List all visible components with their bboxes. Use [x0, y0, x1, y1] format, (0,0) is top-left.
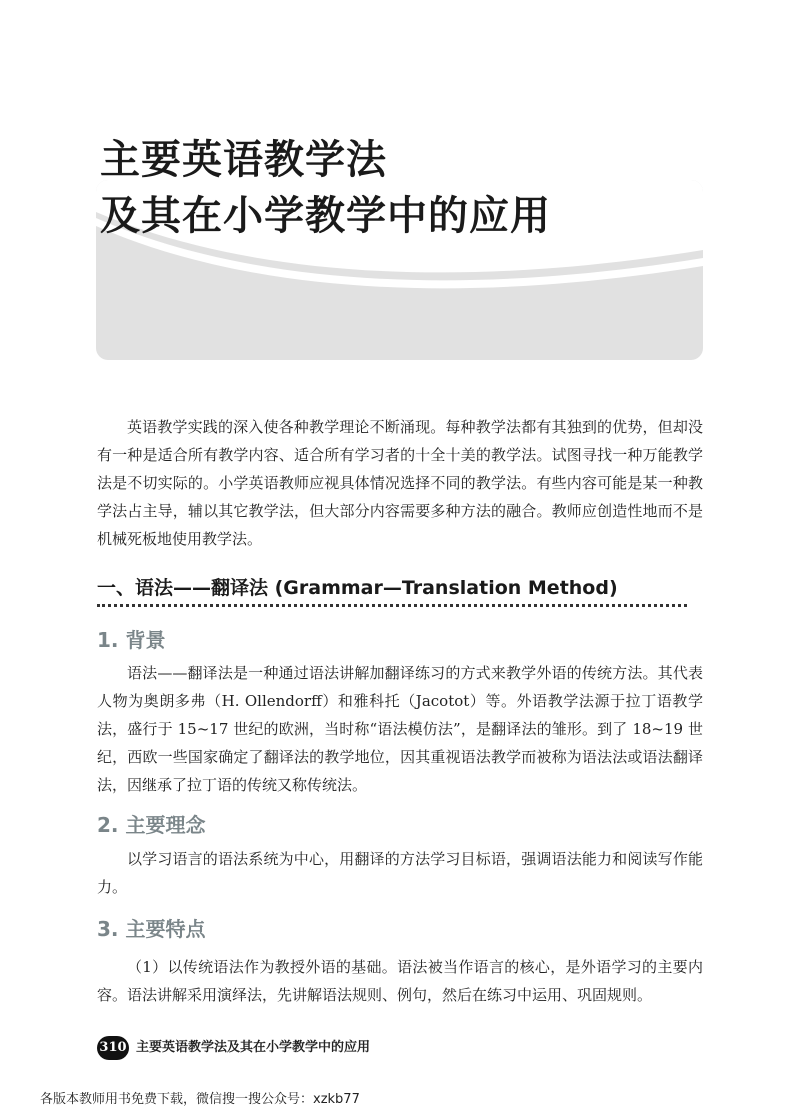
features-paragraph: （1）以传统语法作为教授外语的基础。语法被当作语言的核心，是外语学习的主要内容。语法讲解采用演绎法，先讲解语法规则、例句，然后在练习中运用、巩固规则。	[97, 958, 703, 1004]
page-title	[100, 132, 551, 244]
subsection-heading-background: 1. 背景	[97, 628, 166, 652]
section-heading: 一、语法——翻译法 (Grammar—Translation Method)	[97, 577, 618, 599]
section-dotted-rule	[97, 604, 687, 607]
intro-paragraph: 英语教学实践的深入使各种教学理论不断涌现。每种教学法都有其独到的优势，但却没有一种是适合所有教学内容、适合所有学习者的十全十美的教学法。试图寻找一种万能教学法是不切实际的。小学英语教师应视具体情况选择不同的教学法。有些内容可能是某一种教学法占主导，辅以其它教学法，但大部分内容需要多种方法的融合。教师应创造性地而不是机械死板地使用教学法。	[97, 418, 703, 548]
download-watermark: 各版本教师用书免费下载，微信搜一搜公众号：xzkb77	[40, 1092, 360, 1107]
title-line-2: 及其在小学教学中的应用	[100, 193, 551, 239]
subsection-heading-features: 3. 主要特点	[97, 917, 206, 941]
title-line-1: 主要英语教学法	[100, 137, 387, 183]
background-paragraph: 语法——翻译法是一种通过语法讲解加翻译练习的方式来教学外语的传统方法。其代表人物为奥朗多弗（H. Ollendorff）和雅科托（Jacotot）等。外语教学法源于拉丁语教学法，盛行于 15~17 世纪的欧洲，当时称“语法模仿法”，是翻译法的雏形。到了 18~19 世纪，西欧一些国家确定了翻译法的教学地位，因其重视语法教学而被称为语法法或语法翻译法，因继承了拉丁语的传统又称传统法。	[97, 664, 703, 794]
page-number: 310	[97, 1036, 129, 1060]
subsection-heading-concept: 2. 主要理念	[97, 813, 206, 837]
running-title: 主要英语教学法及其在小学教学中的应用	[136, 1040, 371, 1055]
concept-paragraph: 以学习语言的语法系统为中心，用翻译的方法学习目标语，强调语法能力和阅读写作能力。	[97, 850, 703, 896]
